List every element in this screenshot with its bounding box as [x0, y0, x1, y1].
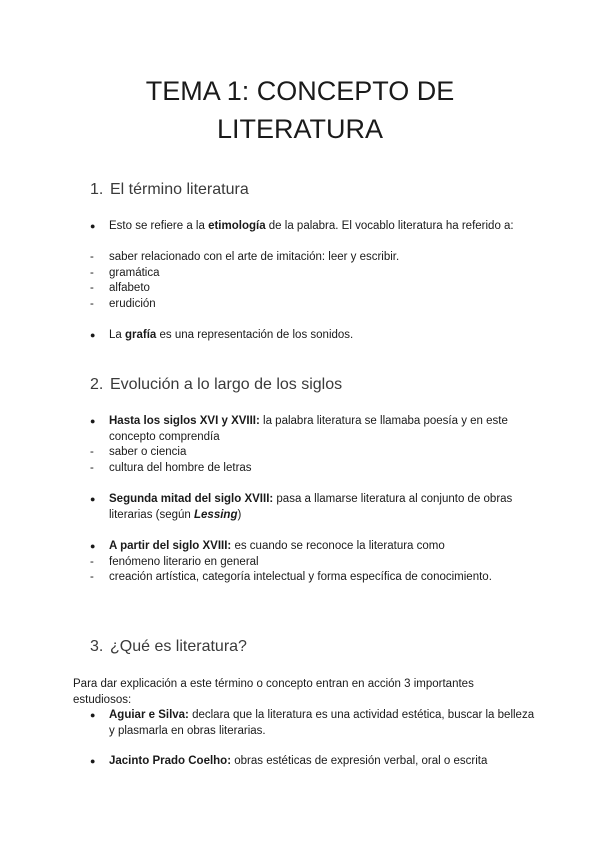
- title-line-1: TEMA 1: CONCEPTO DE: [145, 76, 455, 106]
- bullet-icon: ●: [90, 494, 96, 504]
- s2-bullet-3: ● A partir del siglo XVIII: es cuando se reconoce la literatura como: [90, 539, 535, 555]
- s3-bullet-2: ● Jacinto Prado Coelho: obras estéticas de expresión verbal, oral o escrita: [90, 754, 535, 770]
- section-1-number: 1.: [90, 181, 104, 198]
- section-3-title: ¿Qué es literatura?: [110, 638, 247, 655]
- section-2-title: Evolución a lo largo de los siglos: [110, 376, 343, 393]
- s1-dash-4: - erudición: [90, 297, 156, 310]
- s2-dash-3: - fenómeno literario en general: [90, 555, 259, 568]
- s2-dash-1: - saber o ciencia: [90, 446, 187, 458]
- section-2-heading: [90, 375, 342, 395]
- section-3-heading: [90, 637, 247, 657]
- bullet-icon: ●: [90, 541, 96, 551]
- s1-dash-2: - gramática: [90, 266, 160, 279]
- section-3-number: 3.: [90, 638, 104, 655]
- bullet-icon: ●: [90, 710, 96, 720]
- section-1-heading: [90, 180, 249, 200]
- bullet-icon: ●: [90, 221, 96, 231]
- title-line-2: LITERATURA: [216, 114, 384, 144]
- s3-intro: Para dar explicación a este término o concepto entran en acción 3 importantes estudiosos:: [73, 678, 474, 706]
- bullet-icon: ●: [90, 330, 96, 340]
- s2-dash-2: - cultura del hombre de letras: [90, 461, 252, 474]
- s1-dash-1: - saber relacionado con el arte de imitación: leer y escribir.: [90, 251, 400, 263]
- s1-bullet-1: ● Esto se refiere a la etimología de la palabra. El vocablo literatura ha referido a:: [90, 219, 535, 235]
- s3-bullet-1: ● Aguiar e Silva: declara que la literatura es una actividad estética, buscar la belleza y plasmarla en obras literarias.: [90, 709, 535, 737]
- s1-bullet-2: ● La grafía es una representación de los sonidos.: [90, 328, 535, 344]
- s2-dash-4: - creación artística, categoría intelectual y forma específica de conocimiento.: [90, 571, 492, 583]
- document-title: [0, 72, 600, 148]
- bullet-icon: ●: [90, 416, 96, 426]
- s2-bullet-2: ● Segunda mitad del siglo XVIII: pasa a llamarse literatura al conjunto de obras literarias (según Lessing): [90, 493, 513, 521]
- section-1-title: El término literatura: [110, 181, 249, 198]
- bullet-icon: ●: [90, 756, 96, 766]
- s2-bullet-1: ● Hasta los siglos XVI y XVIII: la palabra literatura se llamaba poesía y en este concepto comprendía: [90, 415, 508, 443]
- section-2-number: 2.: [90, 376, 104, 393]
- s1-dash-3: - alfabeto: [90, 282, 150, 294]
